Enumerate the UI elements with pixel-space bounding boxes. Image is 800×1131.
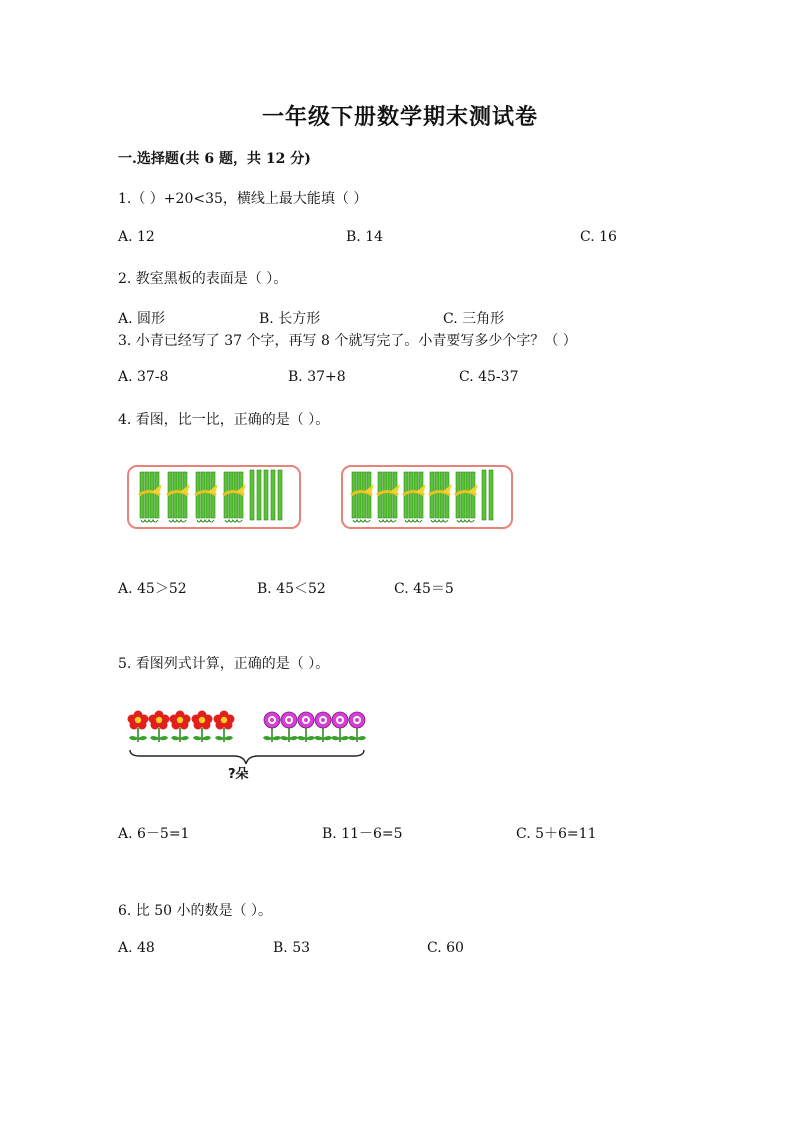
q3-option-b: B. 37+8	[288, 369, 346, 385]
bundles-figure	[126, 464, 516, 530]
q2-option-c: C. 三角形	[443, 311, 505, 327]
question-4: 4. 看图，比一比，正确的是（ ）。	[118, 412, 330, 428]
q5-option-c: C. 5＋6=11	[516, 826, 597, 842]
section-heading: 一.选择题(共 6 题，共 12 分)	[118, 151, 311, 167]
question-6: 6. 比 50 小的数是（ ）。	[118, 903, 272, 919]
flowers-total-label: ?朵	[228, 767, 249, 782]
flowers-figure	[126, 708, 366, 770]
q3-option-c: C. 45-37	[459, 369, 519, 385]
q1-option-c: C. 16	[580, 229, 617, 245]
q3-option-a: A. 37-8	[118, 369, 169, 385]
red-flowers	[128, 711, 235, 743]
q6-option-c: C. 60	[427, 940, 464, 956]
q1-option-b: B. 14	[346, 229, 384, 245]
q4-option-b: B. 45＜52	[257, 581, 326, 597]
q4-option-c: C. 45＝5	[394, 581, 454, 597]
q4-option-a: A. 45＞52	[118, 581, 187, 597]
q6-option-b: B. 53	[273, 940, 311, 956]
right-bundles	[351, 470, 493, 522]
q2-option-b: B. 长方形	[259, 311, 321, 327]
q6-option-a: A. 48	[118, 940, 155, 956]
question-5: 5. 看图列式计算，正确的是（ ）。	[118, 656, 330, 672]
q2-option-a: A. 圆形	[118, 311, 166, 327]
question-1: 1.（ ）+20<35，横线上最大能填（ ）	[118, 191, 368, 207]
left-bundles	[139, 470, 282, 522]
q5-option-b: B. 11－6=5	[322, 826, 403, 842]
question-3: 3. 小青已经写了 37 个字，再写 8 个就写完了。小青要写多少个字？（ ）	[118, 333, 577, 349]
q1-option-a: A. 12	[118, 229, 155, 245]
question-2: 2. 教室黑板的表面是（ ）。	[118, 271, 288, 287]
q5-option-a: A. 6－5=1	[118, 826, 190, 842]
purple-flowers	[263, 712, 366, 742]
page-title: 一年级下册数学期末测试卷	[261, 104, 538, 130]
